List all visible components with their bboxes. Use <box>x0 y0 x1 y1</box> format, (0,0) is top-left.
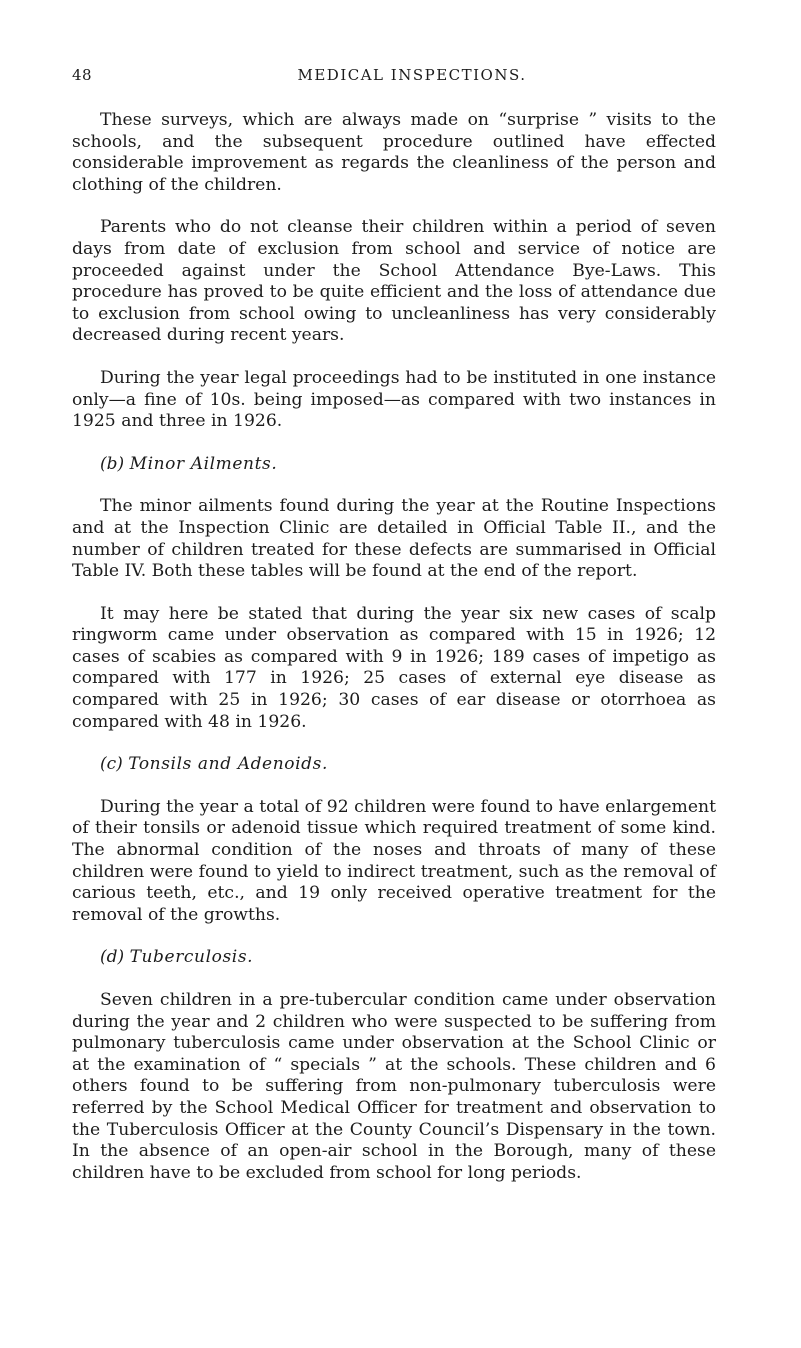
section-title: Minor Ailments. <box>129 453 278 474</box>
running-head: MEDICAL INSPECTIONS. <box>297 66 527 84</box>
page-number: 48 <box>72 66 93 84</box>
paragraph-surveys: These surveys, which are always made on “surprise ” visits to the schools, and the subsequent procedure outlined have effected considerable improvement as regards the cleanliness of the person and clothing of the children. <box>72 110 716 195</box>
section-title: Tonsils and Adenoids. <box>128 754 328 775</box>
paragraph-legal-proceedings: During the year legal proceedings had to be instituted in one instance only—a fine of 10s. being imposed—as compared with two instances in 1925 and three in 1926. <box>72 367 716 432</box>
section-heading-tonsils <box>72 754 716 776</box>
section-letter: (b) <box>100 453 125 474</box>
body-text <box>72 110 716 1184</box>
paragraph-tuberculosis: Seven children in a pre-tubercular condition came under observation during the year and 2 children who were suspected to be suffering from pulmonary tuberculosis came under observation at the School Clinic or at the examination of “ specials ” at the schools. These children and 6 others found to be suffering from non-pulmonary tuberculosis were referred by the School Medical Officer for treatment and observation to the Tuberculosis Officer at the County Council’s Dispensary in the town. In the absence of an open-air school in the Borough, many of these children have to be excluded from school for long periods. <box>72 990 716 1183</box>
paragraph-parents: Parents who do not cleanse their children within a period of seven days from date of exclusion from school and service of notice are proceeded against under the School Attendance Bye-Laws. This procedure has proved to be quite efficient and the loss of attendance due to exclusion from school owing to uncleanliness has very considerably decreased during recent years. <box>72 217 716 346</box>
paragraph-case-counts: It may here be stated that during the year six new cases of scalp ringworm came under observation as compared with 15 in 1926; 12 cases of scabies as compared with 9 in 1926; 189 cases of impetigo as compared with 177 in 1926; 25 cases of external eye disease as compared with 25 in 1926; 30 cases of ear disease or otorrhoea as compared with 48 in 1926. <box>72 603 716 732</box>
section-heading-minor-ailments <box>72 454 716 476</box>
paragraph-minor-ailments: The minor ailments found during the year at the Routine Inspections and at the Inspection Clinic are detailed in Official Table II., and the number of children treated for these defects are summarised in Official Table IV. Both these tables will be found at the end of the report. <box>72 496 716 582</box>
page-header <box>72 66 712 90</box>
section-letter: (c) <box>100 754 123 775</box>
section-heading-tuberculosis <box>72 947 716 969</box>
paragraph-tonsils: During the year a total of 92 children were found to have enlargement of their tonsils or adenoid tissue which required treatment of some kind. The abnormal condition of the noses and throats of many of these children were found to yield to indirect treatment, such as the removal of carious teeth, etc., and 19 only received operative treatment for the removal of the growths. <box>72 796 716 925</box>
section-letter: (d) <box>100 947 125 968</box>
section-title: Tuberculosis. <box>129 947 254 968</box>
